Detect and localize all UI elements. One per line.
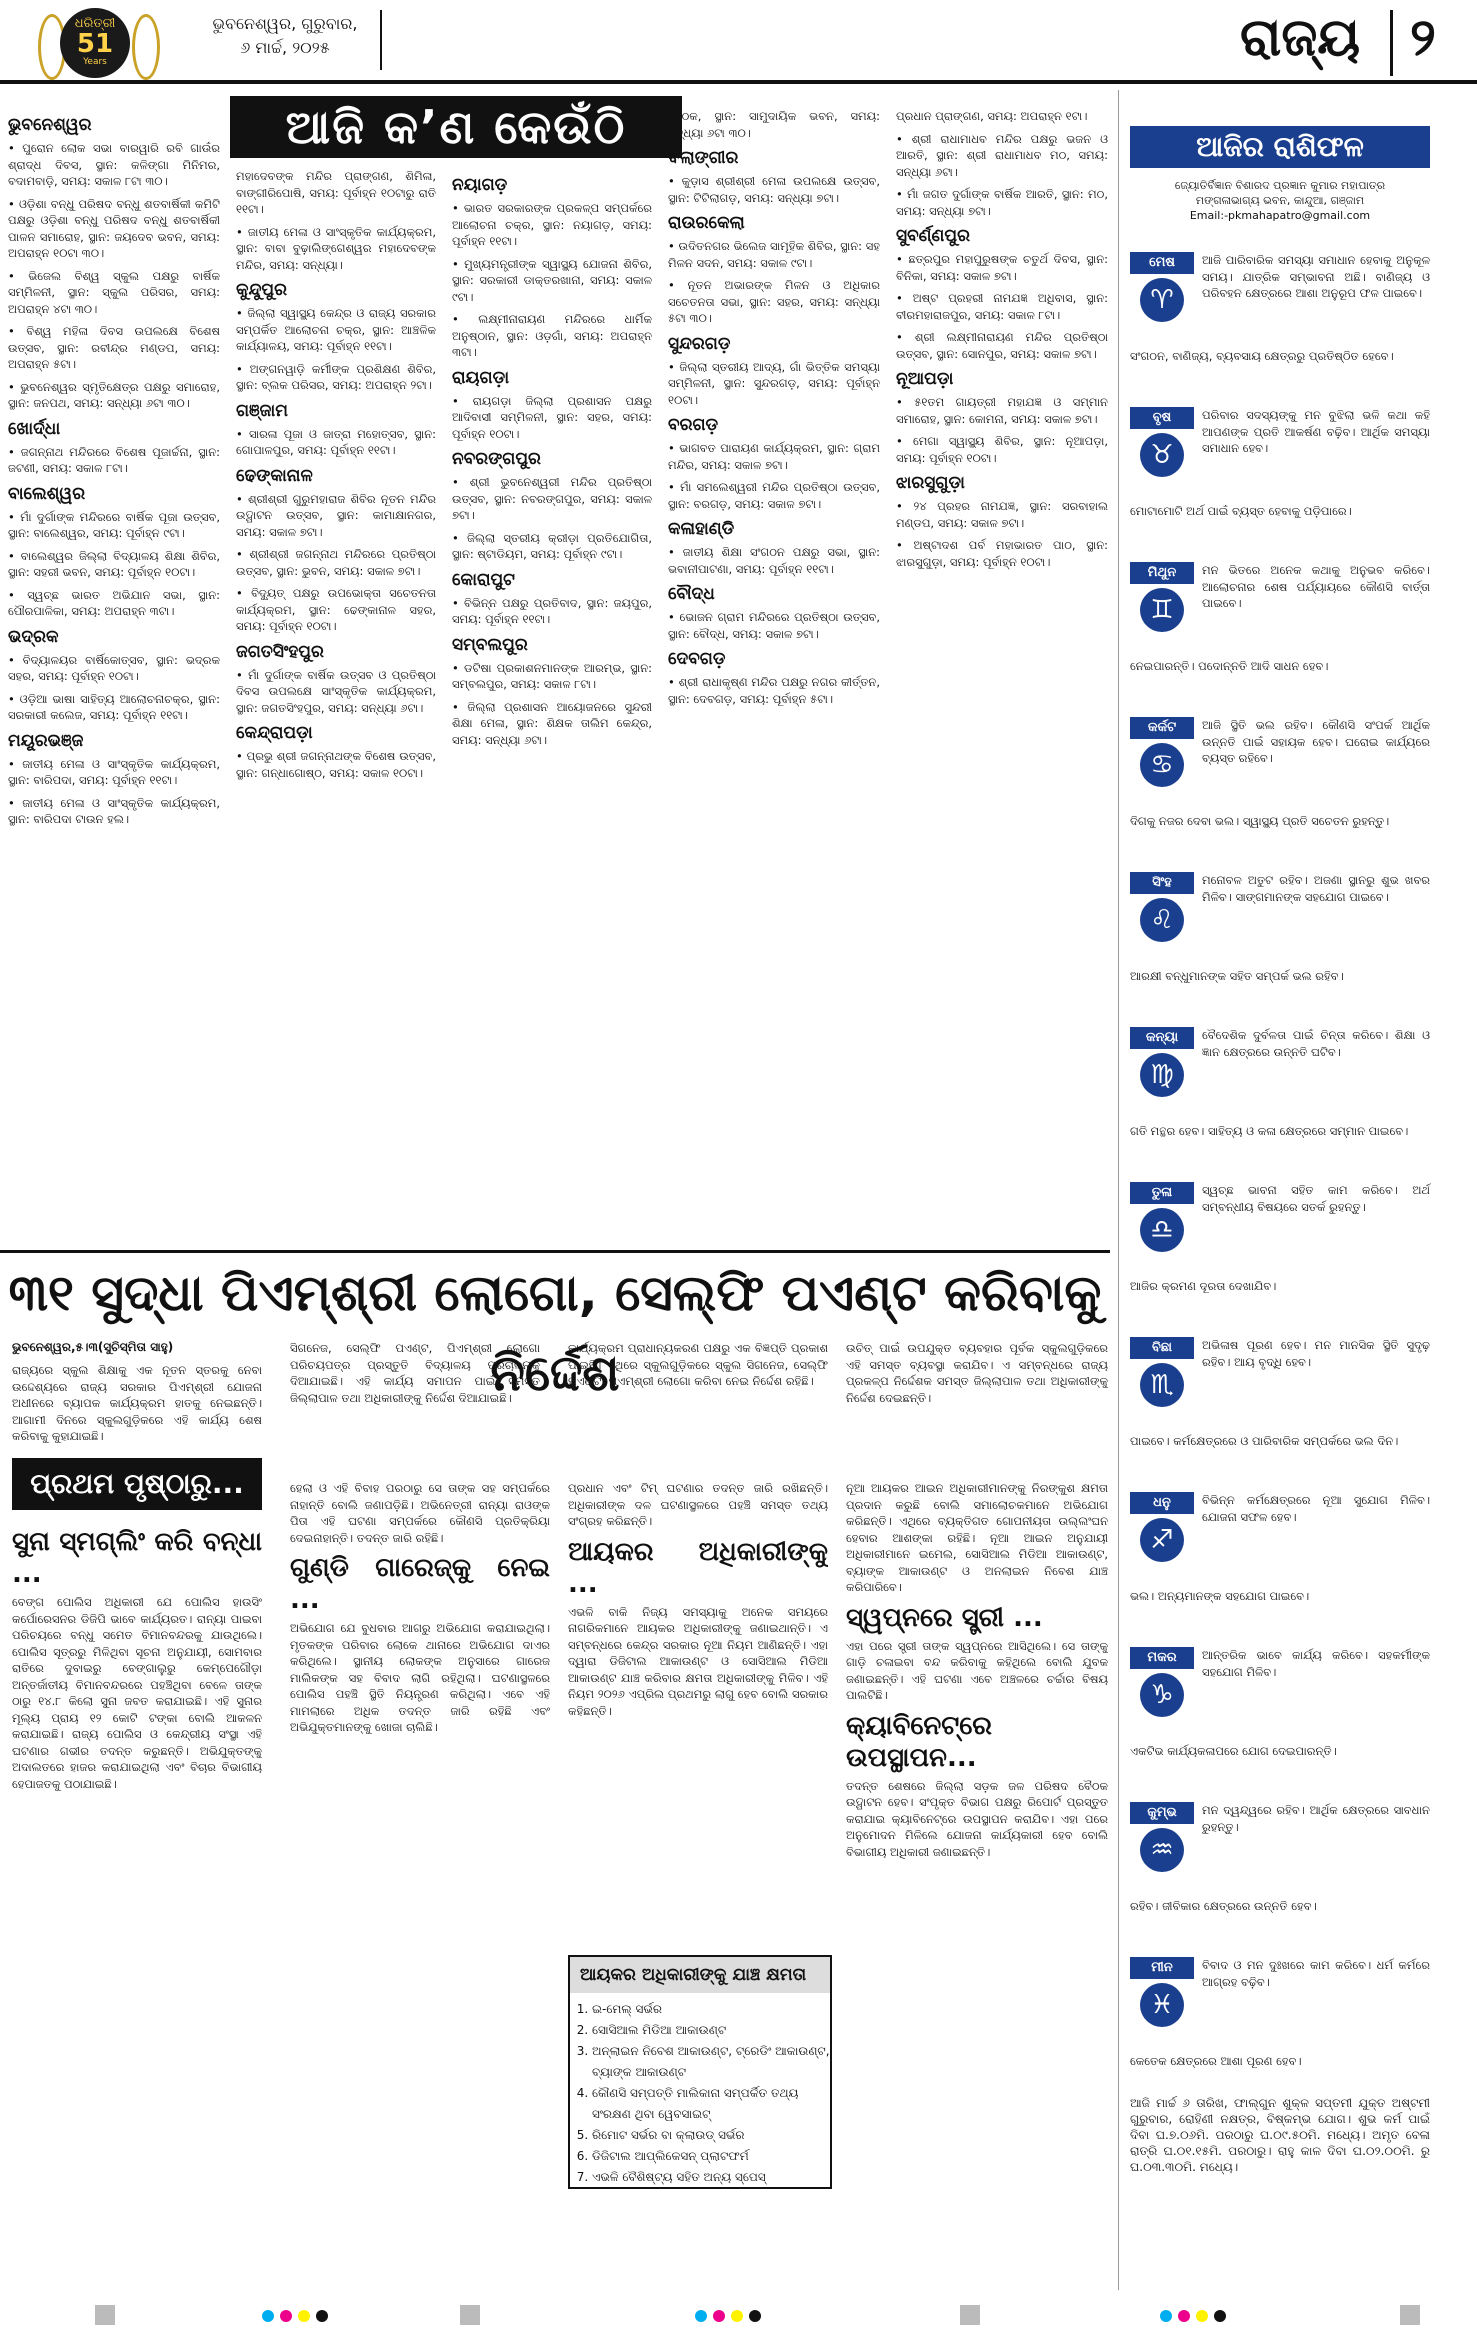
- zodiac-glyph-icon: ♍: [1140, 1053, 1184, 1097]
- event-item: • ଶ୍ରୀ ଭୁବନେଶ୍ୱରୀ ମନ୍ଦିର ପ୍ରତିଷ୍ଠା ଉତ୍ସବ, ସ୍ଥାନ: ନବରଙ୍ଗପୁର, ସମୟ: ସକାଳ ୭ଟା।: [452, 475, 652, 522]
- story-text-gold-cont: ହେଲା ଓ ଏହି ବିବାହ ପରଠାରୁ ସେ ତାଙ୍କ ସହ ସମ୍ପର୍କରେ ନାହାନ୍ତି ବୋଲି ଜଣାପଡ଼ିଛି। ଅଭିନେତ୍ରୀ ରାନ୍ୟା ରାଓଙ୍କ ପିତା ଏହି ଘଟଣା ସମ୍ପର୍କରେ କୌଣସି ପ୍ରତିକ୍ରିୟା ଦେଇନାହାନ୍ତି। ତଦନ୍ତ ଜାରି ରହିଛି।: [290, 1481, 550, 1545]
- event-item: ପ୍ରଧାନ ପ୍ରାଙ୍ଗଣ, ସମୟ: ଅପରାହ୍ନ ୧ଟା।: [896, 109, 1088, 123]
- event-item: • ଛତ୍ରପୁର ମହାପୁରୁଷଙ୍କ ଚତୁର୍ଥ ଦିବସ, ସ୍ଥାନ: ବିନିକା, ସମୟ: ସକାଳ ୭ଟା।: [896, 252, 1108, 283]
- event-item: • ଜାତୀୟ ମେଳା ଓ ସାଂସ୍କୃତିକ କାର୍ଯ୍ୟକ୍ରମ, ସ୍ଥାନ: ବାବା ବୁଢ଼ାଲିଙ୍ଗେଶ୍ୱର ମହାଦେବଙ୍କ ମନ୍ଦିର, ସମୟ: ସନ୍ଧ୍ୟା।: [236, 224, 436, 272]
- zodiac-sign: [1130, 1337, 1430, 1477]
- event-item: • ନୂତନ ଅଭାରଙ୍କ ମିଳନ ଓ ଅଧିକାର ସଚେତନତା ସଭା, ସ୍ଥାନ: ସହର, ସମୟ: ସନ୍ଧ୍ୟା ୫ଟା ୩୦।: [668, 278, 880, 325]
- event-item: • କୁଡ଼ାସ ଶ୍ରୀଶ୍ରୀ ମେଳା ଉପଲକ୍ଷେ ଉତ୍ସବ, ସ୍ଥାନ: ଟିଟିଲାଗଡ଼, ସମୟ: ସନ୍ଧ୍ୟା ୭ଟା।: [668, 174, 880, 205]
- logo-title: ଧରିତ୍ରୀ: [74, 16, 116, 31]
- event-item: • ଜିଲ୍ଲା ସ୍ତରୀୟ ଆଦ୍ୟ, ଗାଁ ଭିତ୍ତିକ ସମସ୍ୟା ସମ୍ମିଳନୀ, ସ୍ଥାନ: ସୁନ୍ଦରଗଡ଼, ସମୟ: ପୂର୍ବାହ୍ନ ୧୦ଟା।: [668, 359, 880, 407]
- zodiac-glyph-icon: ♋: [1140, 743, 1184, 787]
- power-item: 7. ଏଭଳି ବୈଶିଷ୍ଟ୍ୟ ସହିତ ଅନ୍ୟ ସ୍ପେସ୍: [592, 2167, 830, 2188]
- zodiac-name: ମେଷ: [1130, 252, 1194, 274]
- zodiac-name: ମକର: [1130, 1647, 1194, 1669]
- event-item: • ବିଦ୍ୟାଳୟର ବାର୍ଷିକୋତ୍ସବ, ସ୍ଥାନ: ଭଦ୍ରକ ସହର, ସମୟ: ପୂର୍ବାହ୍ନ ୧୦ଟା।: [8, 652, 220, 683]
- zodiac-forecast-cont: ଆରକ୍ଷୀ ବନ୍ଧୁମାନଙ୍କ ସହିତ ସମ୍ପର୍କ ଭଲ ରହିବ।: [1130, 969, 1344, 983]
- event-item: ମହାଦେବଙ୍କ ମନ୍ଦିର ପ୍ରାଙ୍ଗଣ, ଶିମିଳା, ବାଙ୍ଗୀରିପୋଷି, ସମୟ: ପୂର୍ବାହ୍ନ ୧୦ଟାରୁ ରାତି ୧୧ଟା।: [236, 169, 436, 216]
- zodiac-forecast-cont: କେତେକ କ୍ଷେତ୍ରରେ ଆଶା ପୂରଣ ହେବ।: [1130, 2054, 1302, 2068]
- event-item: • ଅଷ୍ଟାଦଶ ପର୍ବ ମହାଭାରତ ପାଠ, ସ୍ଥାନ: ଝାରସୁଗୁଡ଼ା, ସମୟ: ପୂର୍ବାହ୍ନ ୧୦ଟା।: [896, 538, 1108, 569]
- zodiac-forecast-cont: ଭଲ। ଅନ୍ୟମାନଙ୍କ ସହଯୋଗ ପାଇବେ।: [1130, 1589, 1310, 1603]
- event-item: • ପୁରୋନ ଲୋକ ସଭା ବାରୱାରି ରବି ଗାଉଁର ଶ୍ରାଦ୍ଧ ଦିବସ, ସ୍ଥାନ: କଳିଙ୍ଗା ମିନିମର, ବଦାମବାଡ଼ି, ସମୟ: ସକାଳ ୮ଟା ୩୦।: [8, 141, 220, 188]
- from-front-page-label: ପ୍ରଥମ ପୃଷ୍ଠାରୁ...: [12, 1458, 262, 1510]
- zodiac-name: ସିଂହ: [1130, 872, 1194, 894]
- zodiac-forecast-cont: ଏକଟିଭ କାର୍ଯ୍ୟକଳାପରେ ଯୋଗ ଦେଇପାରନ୍ତି।: [1130, 1744, 1337, 1758]
- zodiac-icon: [1130, 717, 1194, 807]
- column-rule: [1118, 90, 1119, 2290]
- event-item: • ମାଁ ଜଗତ ଦୁର୍ଗାଙ୍କ ବାର୍ଷିକ ଆରତି, ସ୍ଥାନ: ମଠ, ସମୟ: ସନ୍ଧ୍ୟା ୭ଟା।: [896, 187, 1108, 218]
- story-title-garage: ଗୁଣ୍ଡି ଗାରେଜ୍‌କୁ ନେଇ ...: [290, 1553, 550, 1615]
- event-item: • ଜିଲ୍ଲା ସ୍ତରୀୟ କ୍ରୀଡ଼ା ପ୍ରତିଯୋଗିତା, ସ୍ଥାନ: ଷ୍ଟାଡିୟମ, ସମୟ: ପୂର୍ବାହ୍ନ ୯ଟା।: [452, 530, 652, 561]
- zodiac-forecast: ଅଭିଳାଷ ପୂରଣ ହେବ। ମନ ମାନସିକ ସ୍ଥିତି ସୁଦୃଢ଼ ରହିବ। ଆୟ ବୃଦ୍ଧି ହେବ।: [1202, 1338, 1430, 1369]
- powers-list: [592, 1999, 830, 2188]
- event-item: • ପ୍ରଭୁ ଶ୍ରୀ ଜଗନ୍ନାଥଙ୍କ ବିଶେଷ ଉତ୍ସବ, ସ୍ଥାନ: ଗନ୍ଧାଗୋଷ୍ଠ, ସମୟ: ସକାଳ ୧୦ଟା।: [236, 749, 436, 780]
- zodiac-forecast: ଆଜି ସ୍ଥିତି ଭଲ ରହିବ। କୌଣସି ସଂପର୍କ ଆର୍ଥିକ ଉନ୍ନତି ପାଇଁ ସହାୟକ ହେବ। ଘରୋଇ କାର୍ଯ୍ୟରେ ବ୍ୟସ୍ତ ରହିବେ।: [1202, 718, 1430, 765]
- lead-story-text-c: କାର୍ଯ୍ୟକ୍ରମ ପ୍ରାଧାନ୍ୟକରଣ ପକ୍ଷରୁ ଏକ ବିଜ୍ଞପ୍ତି ପ୍ରକାଶ ପାଇଛି। ଏଥିରେ ସ୍କୁଲଗୁଡ଼ିକରେ ସ୍କୁଲ ସିଗନେଜ, ସେଲ୍‌ଫି ପଏଣ୍ଟ, ପିଏମ୍‌ଶ୍ରୀ ଲୋଗୋ କରିବା ନେଇ ନିର୍ଦ୍ଦେଶ ରହିଛି।: [568, 1341, 828, 1388]
- continued-col-2: [290, 1480, 550, 2290]
- event-item: • ଶ୍ରୀଶ୍ରୀ ଜଗନ୍ନାଥ ମନ୍ଦିରରେ ପ୍ରତିଷ୍ଠା ଉତ୍ସବ, ସ୍ଥାନ: ଭୁବନ, ସମୟ: ସକାଳ ୭ଟା।: [236, 547, 436, 578]
- event-item: • ଭୁବନେଶ୍ୱର ସ୍ମୃତିକ୍ଷେତ୍ର ପକ୍ଷରୁ ସମାରୋହ, ସ୍ଥାନ: ଜନପଥ, ସମୟ: ସନ୍ଧ୍ୟା ୬ଟା ୩୦।: [8, 379, 220, 410]
- yellow-dot: [298, 2310, 310, 2322]
- power-item: 1. ଇ-ମେଲ୍ ସର୍ଭର: [592, 1999, 830, 2020]
- event-item: • ବିଭିନ୍ନ ପକ୍ଷରୁ ପ୍ରତିବାଦ, ସ୍ଥାନ: ଜୟପୁର, ସମୟ: ପୂର୍ବାହ୍ନ ୧୧ଟା।: [452, 595, 652, 626]
- district-heading: କଳାହାଣ୍ଡି: [668, 519, 735, 539]
- event-item: • ଜାତୀୟ ମେଳା ଓ ସାଂସ୍କୃତିକ କାର୍ଯ୍ୟକ୍ରମ, ସ୍ଥାନ: ବାରିପଦା ଟାଉନ ହଲ।: [8, 795, 220, 826]
- event-item: • ଜାତୀୟ ଶିକ୍ଷା ସଂଗଠନ ପକ୍ଷରୁ ସଭା, ସ୍ଥାନ: ଭବାନୀପାଟଣା, ସମୟ: ପୂର୍ବାହ୍ନ ୧୧ଟା।: [668, 545, 880, 576]
- district-heading: କୁନ୍ଦୁପୁର: [236, 280, 287, 300]
- horoscope-author: [1130, 178, 1430, 223]
- power-item: 5. ରିମୋଟ ସର୍ଭର ବା କ୍ଲାଉଡ୍ ସର୍ଭର: [592, 2125, 830, 2146]
- lead-story-text-b: ସିଗନେଜ, ସେଲ୍‌ଫି ପଏଣ୍ଟ, ପିଏମ୍‌ଶ୍ରୀ ଲୋଗୋ ପରିଚୟପତ୍ର ପ୍ରସ୍ତୁତି ବିଦ୍ୟାଳୟ ପରିଚାଳନାକୁ ଦିଆଯାଇଛି। ଏହି କାର୍ଯ୍ୟ ସମାପନ ପାଇଁ ସମସ୍ତ ଜିଲ୍ଲାପାଳ ତଥା ଅଧିକାରୀଙ୍କୁ ନିର୍ଦ୍ଦେଶ ଦିଆଯାଇଛି।: [290, 1341, 540, 1405]
- story-text-gold: ବେଙ୍ଗ ପୋଲିସ ଅଧିକାରୀ ଯେ ପୋଲିସ ହାଉସିଂ କର୍ପୋରେସନର ଡିଜିପି ଭାବେ କାର୍ଯ୍ୟରତ। ରାନ୍ୟା ପାଇବା ପରିଚୟରେ ବନ୍ଧୁ ସମେତ ବିମାନବନ୍ଦରକୁ ଯାଉଥିଲେ। ପୋଲିସ ସୂତ୍ରରୁ ମିଳିଥିବା ସୂଚନା ଅନୁଯାୟୀ, ସୋମବାର ରାତିରେ ଦୁବାଇରୁ ବେଙ୍ଗାଲୁରୁ କେମ୍ପେଗୌଡ଼ା ଅନ୍ତର୍ଜାତୀୟ ବିମାନବନ୍ଦରରେ ପହଞ୍ଚିଥିବା ବେଳେ ତାଙ୍କ ଠାରୁ ୧୪.୮ କିଲୋ ସୁନା ଜବତ କରାଯାଇଛି। ଏହି ସୁନାର ମୂଲ୍ୟ ପ୍ରାୟ ୧୨ କୋଟି ଟଙ୍କା ବୋଲି ଆକଳନ କରାଯାଇଛି। ରାଜ୍ୟ ପୋଲିସ ଓ କେନ୍ଦ୍ରୀୟ ସଂସ୍ଥା ଏହି ଘଟଣାର ଗଭୀର ତଦନ୍ତ କରୁଛନ୍ତି। ଅଭିଯୁକ୍ତଙ୍କୁ ଅଦାଲତରେ ହାଜର କରାଯାଇଥିଲା ଏବଂ ବିଚାର ବିଭାଗୀୟ ହେପାଜତକୁ ପଠାଯାଇଛି।: [12, 1595, 262, 1791]
- cyan-dot: [262, 2310, 274, 2322]
- event-item: • ମାଁ ଦୁର୍ଗାଙ୍କ ବାର୍ଷିକ ଉତ୍ସବ ଓ ପ୍ରତିଷ୍ଠା ଦିବସ ଉପଲକ୍ଷେ ସାଂସ୍କୃତିକ କାର୍ଯ୍ୟକ୍ରମ, ସ୍ଥାନ: ଜଗତସିଂହପୁର, ସମୟ: ସନ୍ଧ୍ୟା ୬ଟା।: [236, 667, 436, 715]
- zodiac-name: ତୁଳା: [1130, 1182, 1194, 1204]
- event-item: • ଜଗନ୍ନାଥ ମନ୍ଦିରରେ ବିଶେଷ ପୂଜାର୍ଚ୍ଚନା, ସ୍ଥାନ: ଜଟଣୀ, ସମୟ: ସକାଳ ୮ଟା।: [8, 444, 220, 475]
- events-column-4: [668, 108, 880, 1238]
- event-item: • ସାରଳା ପୂଜା ଓ ଜାତ୍ରା ମହୋତ୍ସବ, ସ୍ଥାନ: ଗୋପାଳପୁର, ସମୟ: ପୂର୍ବାହ୍ନ ୧୧ଟା।: [236, 426, 436, 457]
- magenta-dot: [280, 2310, 292, 2322]
- header-divider: [380, 10, 382, 70]
- zodiac-name: ମୀନ: [1130, 1957, 1194, 1979]
- zodiac-sign: [1130, 872, 1430, 1012]
- lead-story-col-b: [290, 1340, 540, 1452]
- zodiac-icon: [1130, 1027, 1194, 1117]
- lead-story-text-a: ରାଜ୍ୟରେ ସ୍କୁଲ ଶିକ୍ଷାକୁ ଏକ ନୂତନ ସ୍ତରକୁ ନେବା ଉଦ୍ଦେଶ୍ୟରେ ରାଜ୍ୟ ସରକାର ପିଏମ୍‌ଶ୍ରୀ ଯୋଜନା ଅଧୀନରେ ବ୍ୟାପକ କାର୍ଯ୍ୟକ୍ରମ ହାତକୁ ନେଇଛନ୍ତି। ଆଗାମୀ ଦିନରେ ସ୍କୁଲଗୁଡ଼ିକରେ ଏହି କାର୍ଯ୍ୟ ଶେଷ କରିବାକୁ କୁହାଯାଇଛି।: [12, 1363, 262, 1443]
- event-item: • ୫୧ତମ ଗାୟତ୍ରୀ ମହାଯଜ୍ଞ ଓ ସମ୍ମାନ ସମାରୋହ, ସ୍ଥାନ: କୋମନା, ସମୟ: ସକାଳ ୭ଟା।: [896, 395, 1108, 426]
- what-where-banner: ଆଜି କ’ଣ କେଉଁଠି: [230, 96, 682, 158]
- magenta-dot: [713, 2310, 725, 2322]
- district-heading: ଭୁବନେଶ୍ୱର: [8, 115, 92, 135]
- registration-mark: [1400, 2305, 1420, 2325]
- black-dot: [1214, 2310, 1226, 2322]
- event-item: • ଭିଜେଲ ବିଶ୍ୱ ସ୍କୁଲ ପକ୍ଷରୁ ବାର୍ଷିକ ସମ୍ମିଳନୀ, ସ୍ଥାନ: ସ୍କୁଲ ପରିସର, ସମୟ: ଅପରାହ୍ନ ୪ଟା ୩୦।: [8, 268, 220, 316]
- event-item: • ଡଟିଷା ପ୍ରକାଶନମାନଙ୍କ ଆରମ୍ଭ, ସ୍ଥାନ: ସମ୍ବଲପୁର, ସମୟ: ସକାଳ ୮ଟା।: [452, 660, 652, 691]
- zodiac-glyph-icon: ♓: [1140, 1983, 1184, 2027]
- zodiac-forecast-cont: ଆଜିର କ୍ରମଣ ଦୂରତା ଦେଖାଯିବ।: [1130, 1279, 1277, 1293]
- story-title-gold: ସୁନା ସ୍ମଗ୍‌ଲିଂ କରି ବନ୍ଧା ...: [12, 1527, 262, 1589]
- zodiac-glyph-icon: ♒: [1140, 1828, 1184, 1872]
- page-separator: [1390, 10, 1393, 76]
- yellow-dot: [731, 2310, 743, 2322]
- zodiac-forecast: ସ୍ୱଚ୍ଛ ଭାବନା ସହିତ କାମ କରିବେ। ଅର୍ଥ ସମ୍ବନ୍ଧୀୟ ବିଷୟରେ ସତର୍କ ରୁହନ୍ତୁ।: [1202, 1183, 1430, 1214]
- zodiac-sign: [1130, 252, 1430, 392]
- district-heading: ବଲାଙ୍ଗୀର: [668, 148, 739, 168]
- zodiac-name: କୁମ୍ଭ: [1130, 1802, 1194, 1824]
- cyan-dot: [1160, 2310, 1172, 2322]
- events-column-2: [236, 168, 436, 1238]
- district-heading: ଝାରସୁଗୁଡ଼ା: [896, 473, 965, 493]
- zodiac-forecast: ପରିବାର ସଦସ୍ୟଙ୍କୁ ମନ ବୁଝିଲା ଭଳି କଥା କହି ଆପଣଙ୍କ ପ୍ରତି ଆକର୍ଷଣ ବଢ଼ିବ। ଆର୍ଥିକ ସମସ୍ୟା ସମାଧାନ ହେବ।: [1202, 408, 1430, 455]
- event-item: • ଓଡ଼ିଆ ଭାଷା ସାହିତ୍ୟ ଆଲୋଚନାଚକ୍ର, ସ୍ଥାନ: ସରକାରୀ କଲେଜ, ସମୟ: ପୂର୍ବାହ୍ନ ୧୧ଟା।: [8, 691, 220, 722]
- zodiac-icon: [1130, 1492, 1194, 1582]
- header-rule: [0, 80, 1477, 84]
- zodiac-glyph-icon: ♏: [1140, 1363, 1184, 1407]
- district-heading: ଭଦ୍ରକ: [8, 626, 59, 647]
- zodiac-forecast: ବୈଦେଶିକ ଦୁର୍ବଳତା ପାଇଁ ଚିନ୍ତା କରିବେ। ଶିକ୍ଷା ଓ ଜ୍ଞାନ କ୍ଷେତ୍ରରେ ଉନ୍ନତି ଘଟିବ।: [1202, 1028, 1430, 1059]
- zodiac-forecast-cont: ସଂଗଠନ, ବାଣିଜ୍ୟ, ବ୍ୟବସାୟ କ୍ଷେତ୍ରରୁ ପ୍ରତିଷ୍ଠିତ ହେବେ।: [1130, 349, 1394, 363]
- page-number: ୨: [1410, 8, 1436, 68]
- issue-date: [185, 12, 385, 60]
- events-column-3: [452, 168, 652, 1238]
- zodiac-sign: [1130, 1957, 1430, 2097]
- power-item: 6. ଡିଜିଟାଲ ଆପ୍ଲିକେସନ୍ ପ୍ଲାଟଫର୍ମ: [592, 2146, 830, 2167]
- black-dot: [749, 2310, 761, 2322]
- anniversary-logo: [38, 4, 156, 78]
- event-item: • ସ୍ୱଚ୍ଛ ଭାରତ ଅଭିଯାନ ସଭା, ସ୍ଥାନ: ପୌରପାଳିକା, ସମୟ: ଅପରାହ୍ନ ୩ଟା।: [8, 587, 220, 618]
- district-heading: ଢେଙ୍କାନାଳ: [236, 465, 313, 486]
- black-dot: [316, 2310, 328, 2322]
- zodiac-forecast: ଆନ୍ତରିକ ଭାବେ କାର୍ଯ୍ୟ କରିବେ। ସହକର୍ମୀଙ୍କ ସହଯୋଗ ମିଳିବ।: [1202, 1648, 1430, 1679]
- event-item: • ଭାଗବତ ପାରାୟଣ କାର୍ଯ୍ୟକ୍ରମ, ସ୍ଥାନ: ଗ୍ରାମ ମନ୍ଦିର, ସମୟ: ସକାଳ ୭ଟା।: [668, 441, 880, 472]
- registration-mark: [960, 2305, 980, 2325]
- continued-col-3: [568, 1480, 828, 1950]
- event-item: • ଅଷ୍ଟ ପ୍ରହରୀ ନାମଯଜ୍ଞ ଅଧିବାସ, ସ୍ଥାନ: ବୀରମହାରାଜପୁର, ସମୟ: ସକାଳ ୮ଟା।: [896, 291, 1108, 322]
- event-item: • ମୁଖ୍ୟମନ୍ତ୍ରୀଙ୍କ ସ୍ୱାସ୍ଥ୍ୟ ଯୋଜନା ଶିବିର, ସ୍ଥାନ: ସରକାରୀ ଡାକ୍ତରଖାନା, ସମୟ: ସକାଳ ୯ଟା।: [452, 256, 652, 304]
- powers-list-title: ଆୟକର ଅଧିକାରୀଙ୍କୁ ଯାଞ୍ଚ କ୍ଷମତା: [570, 1957, 830, 1993]
- zodiac-forecast: ମନ ଦ୍ୱନ୍ଦ୍ୱରେ ରହିବ। ଆର୍ଥିକ କ୍ଷେତ୍ରରେ ସାବଧାନ ରୁହନ୍ତୁ।: [1202, 1803, 1430, 1834]
- zodiac-sign: [1130, 562, 1430, 702]
- event-item: ବୈଠକ, ସ୍ଥାନ: ସାମୁଦାୟିକ ଭବନ, ସମୟ: ସନ୍ଧ୍ୟା ୬ଟା ୩୦।: [668, 109, 880, 140]
- zodiac-forecast: ବିଭିନ୍ନ କର୍ମକ୍ଷେତ୍ରରେ ନୂଆ ସୁଯୋଗ ମିଳିବ। ଯୋଜନା ସଫଳ ହେବ।: [1202, 1493, 1430, 1524]
- continued-col-3b: [568, 2195, 828, 2290]
- logo-badge: [60, 8, 130, 78]
- zodiac-sign: [1130, 1182, 1430, 1322]
- zodiac-forecast-cont: ମୋଟାମୋଟି ଅର୍ଥ ପାଇଁ ବ୍ୟସ୍ତ ହେବାକୁ ପଡ଼ିପାରେ।: [1130, 504, 1352, 518]
- logo-years: Years: [83, 57, 107, 67]
- zodiac-forecast-cont: ରହିବ। ଜୀବିକାର କ୍ଷେତ୍ରରେ ଉନ୍ନତି ହେବ।: [1130, 1899, 1317, 1913]
- zodiac-sign: [1130, 1647, 1430, 1787]
- event-item: • ଜିଲ୍ଲା ସ୍ୱାସ୍ଥ୍ୟ କେନ୍ଦ୍ର ଓ ରାଜ୍ୟ ସରକାର ସମ୍ପର୍କିତ ଆଲୋଚନା ଚକ୍ର, ସ୍ଥାନ: ଆଞ୍ଚଳିକ କାର୍ଯ୍ୟାଳୟ, ସମୟ: ପୂର୍ବାହ୍ନ ୧୧ଟା।: [236, 306, 436, 353]
- event-item: • ଜିଲ୍ଲା ପ୍ରଶାସନ ଆୟୋଜନରେ ସୁନ୍ଦରୀ ଶିକ୍ଷା ମେଳା, ସ୍ଥାନ: ଶିକ୍ଷକ ତାଲିମ କେନ୍ଦ୍ର, ସମୟ: ସନ୍ଧ୍ୟା ୬ଟା।: [452, 699, 652, 747]
- zodiac-glyph-icon: ♊: [1140, 588, 1184, 632]
- zodiac-forecast-cont: ପାଇବେ। କର୍ମକ୍ଷେତ୍ରରେ ଓ ପାରିବାରିକ ସମ୍ପର୍କରେ ଭଲ ଦିନ।: [1130, 1434, 1399, 1448]
- event-item: • ମାଁ ଦୁର୍ଗାଙ୍କ ମନ୍ଦିରରେ ବାର୍ଷିକ ପୂଜା ଉତ୍ସବ, ସ୍ଥାନ: ବାଲେଶ୍ୱର, ସମୟ: ପୂର୍ବାହ୍ନ ୯ଟା।: [8, 509, 220, 540]
- event-item: • ଶ୍ରୀ ରାଧାମାଧବ ମନ୍ଦିର ପକ୍ଷରୁ ଭଜନ ଓ ଆରତି, ସ୍ଥାନ: ଶ୍ରୀ ରାଧାମାଧବ ମଠ, ସମୟ: ସନ୍ଧ୍ୟା ୬ଟା।: [896, 131, 1108, 179]
- district-heading: ମୟୂରଭଞ୍ଜ: [8, 730, 84, 751]
- registration-mark: [95, 2305, 115, 2325]
- registration-mark: [460, 2305, 480, 2325]
- district-heading: ବରଗଡ଼: [668, 415, 719, 435]
- zodiac-forecast-cont: ଗତି ମନ୍ଥର ହେବ। ସାହିତ୍ୟ ଓ କଳା କ୍ଷେତ୍ରରେ ସମ୍ମାନ ପାଇବେ।: [1130, 1124, 1409, 1138]
- district-heading: ଦେବଗଡ଼: [668, 649, 726, 669]
- district-heading: ସୁବର୍ଣ୍ଣପୁର: [896, 226, 970, 246]
- district-heading: ସୁନ୍ଦରଗଡ଼: [668, 333, 731, 354]
- zodiac-name: କନ୍ୟା: [1130, 1027, 1194, 1049]
- district-heading: ଗଞ୍ଜାମ: [236, 400, 289, 421]
- zodiac-name: ମିଥୁନ: [1130, 562, 1194, 584]
- district-heading: ନବରଙ୍ଗପୁର: [452, 449, 541, 469]
- zodiac-forecast-cont: ଦିଗକୁ ନଜର ଦେବା ଭଲ। ସ୍ୱାସ୍ଥ୍ୟ ପ୍ରତି ସଚେତନ ରୁହନ୍ତୁ।: [1130, 814, 1390, 828]
- story-title-cabinet: କ୍ୟାବିନେଟ୍‌ରେ ଉପସ୍ଥାପନ...: [846, 1710, 993, 1773]
- district-heading: ରାୟଗଡ଼ା: [452, 367, 510, 388]
- district-heading: ଜଗତସିଂହପୁର: [236, 641, 324, 662]
- zodiac-forecast: ମନୋବଳ ଅତୁଟ ରହିବ। ଅଜଣା ସ୍ଥାନରୁ ଶୁଭ ଖବର ମିଳିବ। ସାଙ୍ଗମାନଙ୍କ ସହଯୋଗ ପାଇବେ।: [1202, 873, 1430, 904]
- event-item: • ମାଁ ସମଲେଶ୍ୱରୀ ମନ୍ଦିର ପ୍ରତିଷ୍ଠା ଉତ୍ସବ, ସ୍ଥାନ: ବରଗଡ଼, ସମୟ: ସକାଳ ୭ଟା।: [668, 480, 880, 511]
- district-heading: ନୟାଗଡ଼: [452, 175, 508, 195]
- zodiac-glyph-icon: ♈: [1140, 278, 1184, 322]
- continued-col-1: [12, 1520, 262, 2290]
- zodiac-icon: [1130, 1337, 1194, 1427]
- continued-col-4: [846, 1480, 1108, 2290]
- zodiac-icon: [1130, 252, 1194, 342]
- zodiac-forecast: ଆଜି ପାରିବାରିକ ସମସ୍ୟା ସମାଧାନ ହେବାକୁ ଅନୁକୂଳ ସମୟ। ଯାତ୍ରିକ ସମ୍ଭାବନା ଅଛି। ବାଣିଜ୍ୟ ଓ ପରିବହନ କ୍ଷେତ୍ରରେ ଆଶା ଅନୁରୂପ ଫଳ ପାଇବେ।: [1202, 253, 1430, 300]
- author-email: Email:-pkmahapatro@gmail.com: [1189, 209, 1371, 222]
- zodiac-sign: [1130, 1027, 1430, 1167]
- story-text-cabinet: ତଦନ୍ତ ଶେଷରେ ଜିଲ୍ଲା ସଡ଼କ ଜଳ ପରିଷଦ ବୈଠକ ଉଦ୍ଘାଟନ ହେବ। ସଂପୃକ୍ତ ବିଭାଗ ପକ୍ଷରୁ ରିପୋର୍ଟ ପ୍ରସ୍ତୁତ କରାଯାଇ କ୍ୟାବିନେଟ୍‌ରେ ଉପସ୍ଥାପନ କରାଯିବ। ଏହା ପରେ ଅନୁମୋଦନ ମିଳିଲେ ଯୋଜନା କାର୍ଯ୍ୟକାରୀ ହେବ ବୋଲି ବିଭାଗୀୟ ଅଧିକାରୀ ଜଣାଇଛନ୍ତି।: [846, 1778, 1108, 1859]
- event-item: • ବାଲେଶ୍ୱର ଜିଲ୍ଲା ବିଦ୍ୟାଳୟ ଶିକ୍ଷା ଶିବିର, ସ୍ଥାନ: ସହରୀ ଭବନ, ସମୟ: ପୂର୍ବାହ୍ନ ୧୦ଟା।: [8, 548, 220, 579]
- story-text-dream: ଏହା ପରେ ସ୍ତ୍ରୀ ତାଙ୍କ ସ୍ୱପ୍ନରେ ଆସିଥିଲେ। ସେ ତାଙ୍କୁ ଗାଡ଼ି ଚଳାଇବା ବନ୍ଦ କରିବାକୁ କହିଥିଲେ ବୋଲି ଯୁବକ ଜଣାଇଛନ୍ତି। ଏହି ଘଟଣା ଏବେ ଅଞ୍ଚଳରେ ଚର୍ଚ୍ଚାର ବିଷୟ ପାଲଟିଛି।: [846, 1638, 1108, 1702]
- zodiac-name: ବୃଷ: [1130, 407, 1194, 429]
- horoscope-title: ଆଜିର ରାଶିଫଳ: [1130, 126, 1430, 168]
- event-item: • ୨୪ ପ୍ରହର ନାମଯଜ୍ଞ, ସ୍ଥାନ: ସରବାହାଲ ମଣ୍ଡପ, ସମୟ: ସକାଳ ୭ଟା।: [896, 499, 1108, 530]
- zodiac-glyph-icon: ♎: [1140, 1208, 1184, 1252]
- lead-story-col-c: [568, 1340, 828, 1452]
- events-column-5: [896, 108, 1108, 1238]
- yellow-dot: [1196, 2310, 1208, 2322]
- zodiac-glyph-icon: ♑: [1140, 1673, 1184, 1717]
- zodiac-icon: [1130, 1957, 1194, 2047]
- almanac-text: ଆଜି ମାର୍ଚ୍ଚ ୬ ତାରିଖ, ଫାଲ୍‌ଗୁନ ଶୁକ୍ଳ ସପ୍ତମୀ ଯୁକ୍ତ ଅଷ୍ଟମୀ ଗୁରୁବାର, ରୋହିଣୀ ନକ୍ଷତ୍ର, ବିଷ୍କମ୍ଭ ଯୋଗ। ଶୁଭ କର୍ମ ପାଇଁ ଦିବା ଘ.୭.୦୬ମି. ପରଠାରୁ ଘ.୦୯.୫୦ମି. ମଧ୍ୟେ। ଅମୃତ ବେଳା ରାତ୍ରି ଘ.୦୧.୧୫ମି. ପରଠାରୁ। ରାହୁ କାଳ ଦିବା ଘ.୦୨.୦୦ମି. ରୁ ଘ.୦୩.୩୦ମି. ମଧ୍ୟେ।: [1130, 2096, 1430, 2174]
- author-address: ମଙ୍ଗଳାଭାଗ୍ୟ ଭବନ, କାନ୍ଦୁଆ, ଗଞ୍ଜାମ: [1195, 194, 1365, 207]
- event-item: • ଉଦିତନଗର ଭିଲେଜ ସାମୂହିକ ଶିବିର, ସ୍ଥାନ: ସହ ମିଳନ ସଦନ, ସମୟ: ସକାଳ ୯ଟା।: [668, 239, 880, 270]
- power-item: 3. ଅନ୍‌ଲାଇନ ନିବେଶ ଆକାଉଣ୍ଟ, ଟ୍ରେଡିଂ ଆକାଉଣ୍ଟ, ବ୍ୟାଙ୍କ ଆକାଉଣ୍ଟ: [592, 2041, 830, 2083]
- district-heading: କୋରାପୁଟ: [452, 569, 515, 590]
- zodiac-sign: [1130, 1492, 1430, 1632]
- magenta-dot: [1178, 2310, 1190, 2322]
- zodiac-icon: [1130, 1182, 1194, 1272]
- zodiac-glyph-icon: ♌: [1140, 898, 1184, 942]
- zodiac-name: ଧନୁ: [1130, 1492, 1194, 1514]
- story-title-incometax: ଆୟକର ଅଧିକାରୀଙ୍କୁ ...: [568, 1536, 828, 1599]
- zodiac-icon: [1130, 1802, 1194, 1892]
- masthead: [0, 0, 1477, 84]
- zodiac-icon: [1130, 562, 1194, 652]
- district-heading: ରାଉରକେଲା: [668, 213, 745, 233]
- event-item: • ଓଡ଼ିଶା ବନ୍ଧୁ ପରିଷଦ ବନ୍ଧୁ ଶତବାର୍ଷିକୀ କମିଟି ପକ୍ଷରୁ ଓଡ଼ିଶା ବନ୍ଧୁ ପରିଷଦ ବନ୍ଧୁ ଶତବାର୍ଷିକୀ ପାଳନ ସମାରୋହ, ସ୍ଥାନ: ଜୟଦେବ ଭବନ, ସମୟ: ଅପରାହ୍ନ ୧୦ଟା ୩୦।: [8, 196, 220, 260]
- event-item: • ବିଶ୍ୱ ମହିଳା ଦିବସ ଉପଲକ୍ଷେ ବିଶେଷ ଉତ୍ସବ, ସ୍ଥାନ: ରବୀନ୍ଦ୍ର ମଣ୍ଡପ, ସମୟ: ଅପରାହ୍ନ ୫ଟା।: [8, 324, 220, 371]
- zodiac-glyph-icon: ♐: [1140, 1518, 1184, 1562]
- event-item: • ଭୋଜନ ଗ୍ରାମ ମନ୍ଦିରରେ ପ୍ରତିଷ୍ଠା ଉତ୍ସବ, ସ୍ଥାନ: ବୌଦ୍ଧ, ସମୟ: ସକାଳ ୭ଟା।: [668, 610, 880, 641]
- section-name: ରାଜ୍ୟ: [1240, 8, 1361, 68]
- wreath-right-icon: [132, 14, 160, 80]
- power-item: 2. ସୋସିଆଲ ମିଡିଆ ଆକାଉଣ୍ଟ: [592, 2020, 830, 2041]
- powers-list-box: [568, 1955, 832, 2189]
- main-headline: ୩୧ ସୁଦ୍ଧା ପିଏମ୍‌ଶ୍ରୀ ଲୋଗୋ, ସେଲ୍‌ଫି ପଏଣ୍ଟ କରିବାକୁ ନିର୍ଦ୍ଦେଶ: [0, 1250, 1110, 1333]
- event-item: • ଜାତୀୟ ମେଳା ଓ ସାଂସ୍କୃତିକ କାର୍ଯ୍ୟକ୍ରମ, ସ୍ଥାନ: ବାରିପଦା, ସମୟ: ପୂର୍ବାହ୍ନ ୧୧ଟା।: [8, 756, 220, 787]
- cyan-dot: [695, 2310, 707, 2322]
- author-name: ଜ୍ୟୋତିର୍ବିଜ୍ଞାନ ବିଶାରଦ ପ୍ରଜ୍ଞାନ କୁମାର ମହାପାତ୍ର: [1174, 179, 1386, 192]
- zodiac-icon: [1130, 1647, 1194, 1737]
- zodiac-name: ବିଛା: [1130, 1337, 1194, 1359]
- zodiac-sign: [1130, 407, 1430, 547]
- zodiac-forecast: ମନ ଭିତରେ ଅନେକ କଥାକୁ ଅନୁଭବ କରିବେ। ଆଲୋଚନାର ଶେଷ ପର୍ଯ୍ୟାୟରେ କୌଣସି ବାର୍ତ୍ତା ପାଇବେ।: [1202, 563, 1430, 610]
- story-text-itlaw: ନୂଆ ଆୟକର ଆଇନ ଅଧିକାରୀମାନଙ୍କୁ ନିରଙ୍କୁଶ କ୍ଷମତା ପ୍ରଦାନ କରୁଛି ବୋଲି ସମାଲୋଚକମାନେ ଅଭିଯୋଗ କରିଛନ୍ତି। ଏଥିରେ ବ୍ୟକ୍ତିଗତ ଗୋପନୀୟତା ଉଲ୍ଲଂଘନ ହେବାର ଆଶଙ୍କା ରହିଛି। ନୂଆ ଆଇନ ଅନୁଯାୟୀ ଅଧିକାରୀମାନେ ଇମେଲ, ସୋସିଆଲ ମିଡିଆ ଆକାଉଣ୍ଟ, ବ୍ୟାଙ୍କ ଆକାଉଣ୍ଟ ଓ ଅନଲାଇନ ନିବେଶ ଯାଞ୍ଚ କରିପାରିବେ।: [846, 1481, 1108, 1594]
- event-item: • ମେଗା ସ୍ୱାସ୍ଥ୍ୟ ଶିବିର, ସ୍ଥାନ: ନୂଆପଡ଼ା, ସମୟ: ପୂର୍ବାହ୍ନ ୧୦ଟା।: [896, 434, 1108, 465]
- event-item: • ବିଦ୍ୟୁତ୍ ପକ୍ଷରୁ ଉପଭୋକ୍ତା ସଚେତନତା କାର୍ଯ୍ୟକ୍ରମ, ସ୍ଥାନ: ଢେଙ୍କାନାଳ ସହର, ସମୟ: ପୂର୍ବାହ୍ନ ୧୦ଟା।: [236, 586, 436, 633]
- zodiac-sign: [1130, 1802, 1430, 1942]
- logo-number: 51: [76, 29, 114, 59]
- event-item: • ଶ୍ରୀଶ୍ରୀ ଗୁରୁମହାରାଜ ଶିବିର ନୂତନ ମନ୍ଦିର ଉଦ୍ଘାଟନ ଉତ୍ସବ, ସ୍ଥାନ: କାମାକ୍ଷାନଗର, ସମୟ: ସକାଳ ୭ଟା।: [236, 491, 436, 539]
- date-line-1: ଭୁବନେଶ୍ୱର, ଗୁରୁବାର,: [212, 14, 358, 33]
- lead-story-text-d: ଉଚିତ୍ ପାଇଁ ଉପଯୁକ୍ତ ବ୍ୟବହାର ପୂର୍ବକ ସ୍କୁଲଗୁଡ଼ିକରେ ଏହି ସମସ୍ତ ବ୍ୟବସ୍ଥା କରାଯିବ। ଏ ସମ୍ବନ୍ଧରେ ରାଜ୍ୟ ପ୍ରକଳ୍ପ ନିର୍ଦ୍ଦେଶକ ସମସ୍ତ ଜିଲ୍ଲାପାଳ ତଥା ଅଧିକାରୀଙ୍କୁ ନିର୍ଦ୍ଦେଶ ଦେଇଛନ୍ତି।: [846, 1341, 1108, 1405]
- zodiac-icon: [1130, 872, 1194, 962]
- zodiac-forecast-cont: ନେଇପାରନ୍ତି। ପଦୋନ୍ନତି ଆଦି ସାଧନ ହେବ।: [1130, 659, 1329, 673]
- story-text-incometax: ଏଭଳି ବାକି ନିଜ୍ୟ ସମସ୍ୟାକୁ ଅନେକ ସମୟରେ ନାଗରିକମାନେ ଆୟକର ଅଧିକାରୀଙ୍କୁ ଜଣାଇଥାନ୍ତି। ଏ ସମ୍ବନ୍ଧରେ କେନ୍ଦ୍ର ସରକାର ନୂଆ ନିୟମ ଆଣିଛନ୍ତି। ଏହା ଦ୍ୱାରା ଡିଜିଟାଲ ଆକାଉଣ୍ଟ ଓ ସୋସିଆଲ ମିଡିଆ ଆକାଉଣ୍ଟ ଯାଞ୍ଚ କରିବାର କ୍ଷମତା ଅଧିକାରୀଙ୍କୁ ମିଳିବ। ଏହି ନିୟମ ୨୦୨୬ ଏପ୍ରିଲ ପ୍ରଥମରୁ ଲାଗୁ ହେବ ବୋଲି ସରକାର କହିଛନ୍ତି।: [568, 1604, 828, 1718]
- lead-story-col-d: [846, 1340, 1108, 1452]
- events-column-1: [8, 108, 220, 1238]
- event-item: • ରାୟଗଡ଼ା ଜିଲ୍ଲା ପ୍ରଶାସନ ପକ୍ଷରୁ ଆଦିବାସୀ ସମ୍ମିଳନୀ, ସ୍ଥାନ: ସହର, ସମୟ: ପୂର୍ବାହ୍ନ ୧୦ଟା।: [452, 393, 652, 441]
- zodiac-glyph-icon: ♉: [1140, 433, 1184, 477]
- event-item: • ଅଙ୍ଗନୱାଡ଼ି କର୍ମୀଙ୍କ ପ୍ରଶିକ୍ଷଣ ଶିବିର, ସ୍ଥାନ: ବ୍ଲକ ପରିସର, ସମୟ: ଅପରାହ୍ନ ୨ଟା।: [236, 361, 436, 392]
- district-heading: ନୂଆପଡ଼ା: [896, 369, 954, 389]
- date-line-2: ୬ ମାର୍ଚ୍ଚ, ୨୦୨୫: [240, 38, 330, 57]
- lead-story-col-a: [12, 1362, 262, 1452]
- power-item: 4. କୌଣସି ସମ୍ପତ୍ତି ମାଲିକାନା ସମ୍ପର୍କିତ ତଥ୍ୟ ସଂରକ୍ଷଣ ଥିବା ୱେବସାଇଟ୍: [592, 2083, 830, 2125]
- story-text-probe: ପ୍ରଧାନ ଏବଂ ଟିମ୍ ଘଟଣାର ତଦନ୍ତ ଜାରି ରଖିଛନ୍ତି। ଅଧିକାରୀଙ୍କ ଦଳ ଘଟଣାସ୍ଥଳରେ ପହଞ୍ଚି ସମସ୍ତ ତଥ୍ୟ ସଂଗ୍ରହ କରିଛନ୍ତି।: [568, 1481, 828, 1528]
- district-heading: ଖୋର୍ଦ୍ଧା: [8, 418, 61, 439]
- byline: ଭୁବନେଶ୍ୱର,୫।୩(ସୁଚିସ୍ମିତା ସାହୁ): [12, 1340, 174, 1354]
- district-heading: କେନ୍ଦ୍ରାପଡ଼ା: [236, 723, 313, 743]
- zodiac-icon: [1130, 407, 1194, 497]
- event-item: • ଭାରତ ସରକାରଙ୍କ ପ୍ରକଳ୍ପ ସମ୍ପର୍କରେ ଆଲୋଚନା ଚକ୍ର, ସ୍ଥାନ: ନୟାଗଡ଼, ସମୟ: ପୂର୍ବାହ୍ନ ୧୧ଟା।: [452, 201, 652, 248]
- story-text-garage: ଅଭିଯୋଗ ଯେ ବୁଧବାର ଆଗରୁ ଅଭିଯୋଗ କରାଯାଇଥିଲା। ମୃତକଙ୍କ ପରିବାର ଲୋକେ ଥାନାରେ ଅଭିଯୋଗ ଦାଏର କରିଥିଲେ। ସ୍ଥାନୀୟ ଲୋକଙ୍କ ଅନୁସାରେ ଗାରେଜ ମାଲିକଙ୍କ ସହ ବିବାଦ ଲାଗି ରହିଥିଲା। ଘଟଣାସ୍ଥଳରେ ପୋଲିସ ପହଞ୍ଚି ସ୍ଥିତି ନିୟନ୍ତ୍ରଣ କରିଥିଲା। ଏବେ ଏହି ମାମଲାରେ ଅଧିକ ତଦନ୍ତ ଜାରି ରହିଛି ଏବଂ ଅଭିଯୁକ୍ତମାନଙ୍କୁ ଖୋଜା ଚାଲିଛି।: [290, 1621, 550, 1734]
- district-heading: ସମ୍ବଲପୁର: [452, 634, 528, 655]
- event-item: • ଲକ୍ଷ୍ମୀନାରାୟଣ ମନ୍ଦିରରେ ଧାର୍ମିକ ଅନୁଷ୍ଠାନ, ସ୍ଥାନ: ଓଡ଼ଗାଁ, ସମୟ: ଅପରାହ୍ନ ୩ଟା।: [452, 312, 652, 359]
- district-heading: ବୌଦ୍ଧ: [668, 584, 715, 604]
- zodiac-forecast: ବିବାଦ ଓ ମନ ଦୁଃଖରେ କାମ କରିବେ। ଧର୍ମ କର୍ମରେ ଆଗ୍ରହ ବଢ଼ିବ।: [1202, 1958, 1430, 1989]
- event-item: • ଶ୍ରୀ ରାଧାକୃଷ୍ଣ ମନ୍ଦିର ପକ୍ଷରୁ ନଗର କୀର୍ତ୍ତନ, ସ୍ଥାନ: ଦେବଗଡ଼, ସମୟ: ପୂର୍ବାହ୍ନ ୫ଟା।: [668, 675, 880, 706]
- zodiac-sign: [1130, 717, 1430, 857]
- district-heading: ବାଲେଶ୍ୱର: [8, 483, 86, 504]
- story-title-dream: ସ୍ୱପ୍ନରେ ସ୍ତ୍ରୀ ...: [846, 1602, 1043, 1633]
- event-item: • ଶ୍ରୀ ଲକ୍ଷ୍ମୀନାରାୟଣ ମନ୍ଦିର ପ୍ରତିଷ୍ଠା ଉତ୍ସବ, ସ୍ଥାନ: ସୋନପୁର, ସମୟ: ସକାଳ ୭ଟା।: [896, 330, 1108, 361]
- zodiac-name: କର୍କଟ: [1130, 717, 1194, 739]
